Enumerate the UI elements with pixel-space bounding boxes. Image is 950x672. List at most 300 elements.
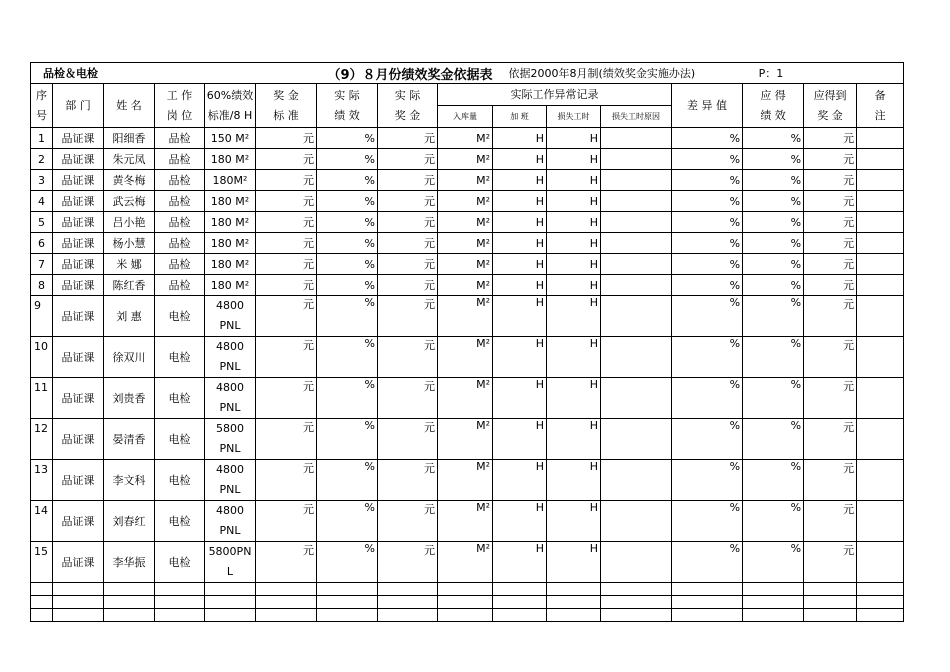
bonus-standard-cell[interactable]: 元 xyxy=(256,378,317,419)
bonus-standard-cell[interactable]: 元 xyxy=(256,212,317,233)
difference-cell[interactable]: % xyxy=(672,337,743,378)
empty-cell[interactable] xyxy=(104,583,155,596)
lost-hours-cell[interactable]: H xyxy=(547,296,601,337)
actual-performance-cell[interactable]: % xyxy=(317,542,378,583)
seq-cell: 8 xyxy=(31,275,53,296)
lost-reason-cell[interactable] xyxy=(601,149,672,170)
lost-hours-cell[interactable]: H xyxy=(547,419,601,460)
empty-cell[interactable] xyxy=(378,609,438,622)
standard-cell: 180 M² xyxy=(205,149,256,170)
empty-cell[interactable] xyxy=(205,583,256,596)
table-row xyxy=(31,128,904,149)
empty-cell[interactable] xyxy=(601,583,672,596)
empty-cell[interactable] xyxy=(672,583,743,596)
difference-cell[interactable]: % xyxy=(672,542,743,583)
actual-bonus-cell[interactable]: 元 xyxy=(378,191,438,212)
bonus-standard-cell[interactable]: 元 xyxy=(256,128,317,149)
actual-bonus-cell[interactable]: 元 xyxy=(378,170,438,191)
lost-hours-cell[interactable]: H xyxy=(547,378,601,419)
standard-cell: 180 M² xyxy=(205,275,256,296)
empty-cell[interactable] xyxy=(672,596,743,609)
actual-performance-cell[interactable]: % xyxy=(317,378,378,419)
post-cell: 品检 xyxy=(155,170,205,191)
dept-cell: 品证课 xyxy=(53,542,104,583)
seq-cell: 15 xyxy=(31,542,53,583)
bonus-standard-cell[interactable]: 元 xyxy=(256,542,317,583)
overtime-cell[interactable]: H xyxy=(493,501,547,542)
note-cell[interactable] xyxy=(857,128,904,149)
dept-cell: 品证课 xyxy=(53,254,104,275)
empty-cell[interactable] xyxy=(857,609,904,622)
note-cell[interactable] xyxy=(857,212,904,233)
difference-cell[interactable]: % xyxy=(672,128,743,149)
seq-cell: 2 xyxy=(31,149,53,170)
due-bonus-cell[interactable]: 元 xyxy=(804,149,857,170)
note-cell[interactable] xyxy=(857,460,904,501)
actual-bonus-cell[interactable]: 元 xyxy=(378,254,438,275)
actual-bonus-cell[interactable]: 元 xyxy=(378,337,438,378)
empty-cell[interactable] xyxy=(256,583,317,596)
empty-cell[interactable] xyxy=(547,596,601,609)
bonus-standard-cell[interactable]: 元 xyxy=(256,191,317,212)
col-sub-overtime: 加 班 xyxy=(493,106,547,128)
post-cell: 电检 xyxy=(155,419,205,460)
lost-reason-cell[interactable] xyxy=(601,233,672,254)
overtime-cell[interactable]: H xyxy=(493,378,547,419)
name-cell: 黄冬梅 xyxy=(104,170,155,191)
lost-hours-cell[interactable]: H xyxy=(547,233,601,254)
due-performance-cell[interactable]: % xyxy=(743,212,804,233)
actual-bonus-cell[interactable]: 元 xyxy=(378,275,438,296)
difference-cell[interactable]: % xyxy=(672,460,743,501)
empty-cell[interactable] xyxy=(804,596,857,609)
dept-cell: 品证课 xyxy=(53,378,104,419)
due-performance-cell[interactable]: % xyxy=(743,170,804,191)
post-cell: 电检 xyxy=(155,460,205,501)
inbound-cell[interactable]: M² xyxy=(438,191,493,212)
actual-bonus-cell[interactable]: 元 xyxy=(378,460,438,501)
overtime-cell[interactable]: H xyxy=(493,233,547,254)
actual-performance-cell[interactable]: % xyxy=(317,460,378,501)
overtime-cell[interactable]: H xyxy=(493,296,547,337)
lost-reason-cell[interactable] xyxy=(601,501,672,542)
note-cell[interactable] xyxy=(857,337,904,378)
col-standard: 60%绩效 标准/8 H xyxy=(205,84,256,128)
due-bonus-cell[interactable]: 元 xyxy=(804,501,857,542)
seq-cell: 14 xyxy=(31,501,53,542)
difference-cell[interactable]: % xyxy=(672,378,743,419)
standard-cell: 5800 PNL xyxy=(205,419,256,460)
bonus-standard-cell[interactable]: 元 xyxy=(256,501,317,542)
col-sub-inbound: 入库量 xyxy=(438,106,493,128)
lost-hours-cell[interactable]: H xyxy=(547,212,601,233)
bonus-standard-cell[interactable]: 元 xyxy=(256,419,317,460)
due-performance-cell[interactable]: % xyxy=(743,542,804,583)
col-abnormal-record: 实际工作异常记录 xyxy=(438,84,672,106)
standard-cell: 5800PN L xyxy=(205,542,256,583)
overtime-cell[interactable]: H xyxy=(493,275,547,296)
note-cell[interactable] xyxy=(857,275,904,296)
dept-cell: 品证课 xyxy=(53,337,104,378)
inbound-cell[interactable]: M² xyxy=(438,337,493,378)
empty-cell[interactable] xyxy=(743,583,804,596)
dept-cell: 品证课 xyxy=(53,419,104,460)
lost-hours-cell[interactable]: H xyxy=(547,149,601,170)
inbound-cell[interactable]: M² xyxy=(438,542,493,583)
dept-cell: 品证课 xyxy=(53,128,104,149)
post-cell: 电检 xyxy=(155,296,205,337)
lost-reason-cell[interactable] xyxy=(601,275,672,296)
lost-reason-cell[interactable] xyxy=(601,191,672,212)
empty-cell[interactable] xyxy=(155,583,205,596)
empty-cell[interactable] xyxy=(672,609,743,622)
empty-cell[interactable] xyxy=(256,596,317,609)
table-row xyxy=(31,254,904,275)
actual-performance-cell[interactable]: % xyxy=(317,128,378,149)
empty-row xyxy=(31,596,904,609)
dept-cell: 品证课 xyxy=(53,296,104,337)
lost-hours-cell[interactable]: H xyxy=(547,542,601,583)
empty-cell[interactable] xyxy=(547,609,601,622)
due-performance-cell[interactable]: % xyxy=(743,233,804,254)
dept-cell: 品证课 xyxy=(53,501,104,542)
lost-hours-cell[interactable]: H xyxy=(547,460,601,501)
name-cell: 米 娜 xyxy=(104,254,155,275)
col-actual-performance: 实 际 绩 效 xyxy=(317,84,378,128)
due-bonus-cell[interactable]: 元 xyxy=(804,212,857,233)
col-difference: 差 异 值 xyxy=(672,84,743,128)
note-cell[interactable] xyxy=(857,501,904,542)
name-cell: 阳细香 xyxy=(104,128,155,149)
table-row xyxy=(31,296,904,337)
name-cell: 刘贵香 xyxy=(104,378,155,419)
actual-bonus-cell[interactable]: 元 xyxy=(378,419,438,460)
difference-cell[interactable]: % xyxy=(672,254,743,275)
sheet-title: （9）８月份绩效奖金依据表 xyxy=(205,63,493,84)
col-actual-bonus: 实 际 奖 金 xyxy=(378,84,438,128)
actual-performance-cell[interactable]: % xyxy=(317,419,378,460)
difference-cell[interactable]: % xyxy=(672,191,743,212)
empty-cell[interactable] xyxy=(31,596,53,609)
empty-cell[interactable] xyxy=(53,596,104,609)
empty-cell[interactable] xyxy=(378,583,438,596)
due-performance-cell[interactable]: % xyxy=(743,296,804,337)
lost-reason-cell[interactable] xyxy=(601,296,672,337)
lost-reason-cell[interactable] xyxy=(601,419,672,460)
empty-cell[interactable] xyxy=(31,609,53,622)
due-performance-cell[interactable]: % xyxy=(743,337,804,378)
lost-reason-cell[interactable] xyxy=(601,128,672,149)
actual-bonus-cell[interactable]: 元 xyxy=(378,212,438,233)
bonus-standard-cell[interactable]: 元 xyxy=(256,149,317,170)
lost-hours-cell[interactable]: H xyxy=(547,337,601,378)
overtime-cell[interactable]: H xyxy=(493,254,547,275)
actual-performance-cell[interactable]: % xyxy=(317,501,378,542)
lost-hours-cell[interactable]: H xyxy=(547,275,601,296)
bonus-standard-cell[interactable]: 元 xyxy=(256,233,317,254)
standard-cell: 4800 PNL xyxy=(205,378,256,419)
due-performance-cell[interactable]: % xyxy=(743,275,804,296)
post-cell: 品检 xyxy=(155,254,205,275)
dept-cell: 品证课 xyxy=(53,275,104,296)
lost-reason-cell[interactable] xyxy=(601,460,672,501)
empty-cell[interactable] xyxy=(493,583,547,596)
name-cell: 刘 惠 xyxy=(104,296,155,337)
empty-row xyxy=(31,583,904,596)
seq-cell: 5 xyxy=(31,212,53,233)
section-label: 品检＆电检 xyxy=(31,63,205,84)
due-bonus-cell[interactable]: 元 xyxy=(804,460,857,501)
empty-cell[interactable] xyxy=(31,583,53,596)
note-cell[interactable] xyxy=(857,542,904,583)
col-sub-lost-hours: 损失工时 xyxy=(547,106,601,128)
empty-cell[interactable] xyxy=(438,596,493,609)
note-cell[interactable] xyxy=(857,149,904,170)
note-cell[interactable] xyxy=(857,170,904,191)
lost-reason-cell[interactable] xyxy=(601,378,672,419)
actual-bonus-cell[interactable]: 元 xyxy=(378,128,438,149)
due-bonus-cell[interactable]: 元 xyxy=(804,254,857,275)
difference-cell[interactable]: % xyxy=(672,149,743,170)
standard-cell: 180M² xyxy=(205,170,256,191)
empty-cell[interactable] xyxy=(743,596,804,609)
dept-cell: 品证课 xyxy=(53,233,104,254)
standard-cell: 4800 PNL xyxy=(205,501,256,542)
due-bonus-cell[interactable]: 元 xyxy=(804,128,857,149)
lost-reason-cell[interactable] xyxy=(601,254,672,275)
post-cell: 品检 xyxy=(155,275,205,296)
bonus-standard-cell[interactable]: 元 xyxy=(256,170,317,191)
seq-cell: 10 xyxy=(31,337,53,378)
actual-performance-cell[interactable]: % xyxy=(317,296,378,337)
seq-cell: 1 xyxy=(31,128,53,149)
actual-performance-cell[interactable]: % xyxy=(317,149,378,170)
due-performance-cell[interactable]: % xyxy=(743,460,804,501)
empty-cell[interactable] xyxy=(493,596,547,609)
due-bonus-cell[interactable]: 元 xyxy=(804,233,857,254)
difference-cell[interactable]: % xyxy=(672,419,743,460)
seq-cell: 12 xyxy=(31,419,53,460)
lost-hours-cell[interactable]: H xyxy=(547,170,601,191)
note-cell[interactable] xyxy=(857,191,904,212)
col-due-bonus: 应得到 奖 金 xyxy=(804,84,857,128)
due-bonus-cell[interactable]: 元 xyxy=(804,419,857,460)
post-cell: 品检 xyxy=(155,128,205,149)
basis-note: 依据2000年8月制(绩效奖金实施办法) xyxy=(493,63,743,84)
due-performance-cell[interactable]: % xyxy=(743,419,804,460)
actual-bonus-cell[interactable]: 元 xyxy=(378,501,438,542)
name-cell: 徐双川 xyxy=(104,337,155,378)
empty-cell[interactable] xyxy=(155,609,205,622)
empty-cell[interactable] xyxy=(547,583,601,596)
overtime-cell[interactable]: H xyxy=(493,460,547,501)
standard-cell: 180 M² xyxy=(205,233,256,254)
note-cell[interactable] xyxy=(857,254,904,275)
due-bonus-cell[interactable]: 元 xyxy=(804,170,857,191)
inbound-cell[interactable]: M² xyxy=(438,501,493,542)
difference-cell[interactable]: % xyxy=(672,275,743,296)
lost-reason-cell[interactable] xyxy=(601,212,672,233)
overtime-cell[interactable]: H xyxy=(493,419,547,460)
note-cell[interactable] xyxy=(857,296,904,337)
inbound-cell[interactable]: M² xyxy=(438,275,493,296)
bonus-standard-cell[interactable]: 元 xyxy=(256,460,317,501)
name-cell: 朱元凤 xyxy=(104,149,155,170)
seq-cell: 7 xyxy=(31,254,53,275)
post-cell: 电检 xyxy=(155,378,205,419)
empty-row xyxy=(31,609,904,622)
bonus-standard-cell[interactable]: 元 xyxy=(256,296,317,337)
lost-hours-cell[interactable]: H xyxy=(547,191,601,212)
empty-cell[interactable] xyxy=(317,583,378,596)
empty-cell[interactable] xyxy=(104,609,155,622)
due-performance-cell[interactable]: % xyxy=(743,128,804,149)
actual-bonus-cell[interactable]: 元 xyxy=(378,542,438,583)
post-cell: 品检 xyxy=(155,149,205,170)
note-cell[interactable] xyxy=(857,233,904,254)
overtime-cell[interactable]: H xyxy=(493,170,547,191)
actual-performance-cell[interactable]: % xyxy=(317,254,378,275)
inbound-cell[interactable]: M² xyxy=(438,233,493,254)
col-seq: 序 号 xyxy=(31,84,53,128)
post-cell: 电检 xyxy=(155,501,205,542)
name-cell: 武云梅 xyxy=(104,191,155,212)
difference-cell[interactable]: % xyxy=(672,233,743,254)
overtime-cell[interactable]: H xyxy=(493,542,547,583)
lost-hours-cell[interactable]: H xyxy=(547,254,601,275)
col-bonus-standard: 奖 金 标 准 xyxy=(256,84,317,128)
overtime-cell[interactable]: H xyxy=(493,212,547,233)
lost-reason-cell[interactable] xyxy=(601,170,672,191)
actual-performance-cell[interactable]: % xyxy=(317,212,378,233)
actual-performance-cell[interactable]: % xyxy=(317,337,378,378)
empty-cell[interactable] xyxy=(53,583,104,596)
actual-bonus-cell[interactable]: 元 xyxy=(378,378,438,419)
inbound-cell[interactable]: M² xyxy=(438,212,493,233)
empty-cell[interactable] xyxy=(205,609,256,622)
table-row xyxy=(31,275,904,296)
difference-cell[interactable]: % xyxy=(672,170,743,191)
col-sub-lost-reason: 损失工时原因 xyxy=(601,106,672,128)
name-cell: 吕小艳 xyxy=(104,212,155,233)
actual-bonus-cell[interactable]: 元 xyxy=(378,149,438,170)
empty-cell[interactable] xyxy=(317,609,378,622)
inbound-cell[interactable]: M² xyxy=(438,378,493,419)
post-cell: 品检 xyxy=(155,233,205,254)
bonus-basis-table xyxy=(30,62,904,622)
inbound-cell[interactable]: M² xyxy=(438,149,493,170)
difference-cell[interactable]: % xyxy=(672,212,743,233)
col-name: 姓 名 xyxy=(104,84,155,128)
lost-reason-cell[interactable] xyxy=(601,542,672,583)
dept-cell: 品证课 xyxy=(53,149,104,170)
col-note: 备 注 xyxy=(857,84,904,128)
empty-cell[interactable] xyxy=(438,583,493,596)
actual-bonus-cell[interactable]: 元 xyxy=(378,296,438,337)
empty-cell[interactable] xyxy=(53,609,104,622)
seq-cell: 11 xyxy=(31,378,53,419)
standard-cell: 4800 PNL xyxy=(205,460,256,501)
bonus-standard-cell[interactable]: 元 xyxy=(256,275,317,296)
bonus-standard-cell[interactable]: 元 xyxy=(256,254,317,275)
due-bonus-cell[interactable]: 元 xyxy=(804,337,857,378)
actual-performance-cell[interactable]: % xyxy=(317,170,378,191)
due-bonus-cell[interactable]: 元 xyxy=(804,378,857,419)
col-due-performance: 应 得 绩 效 xyxy=(743,84,804,128)
empty-cell[interactable] xyxy=(601,609,672,622)
empty-cell[interactable] xyxy=(155,596,205,609)
note-cell[interactable] xyxy=(857,378,904,419)
due-performance-cell[interactable]: % xyxy=(743,501,804,542)
empty-cell[interactable] xyxy=(438,609,493,622)
table-row xyxy=(31,337,904,378)
inbound-cell[interactable]: M² xyxy=(438,128,493,149)
seq-cell: 4 xyxy=(31,191,53,212)
actual-performance-cell[interactable]: % xyxy=(317,191,378,212)
note-cell[interactable] xyxy=(857,419,904,460)
empty-cell[interactable] xyxy=(743,609,804,622)
empty-cell[interactable] xyxy=(256,609,317,622)
due-performance-cell[interactable]: % xyxy=(743,254,804,275)
due-bonus-cell[interactable]: 元 xyxy=(804,191,857,212)
empty-cell[interactable] xyxy=(804,583,857,596)
difference-cell[interactable]: % xyxy=(672,296,743,337)
overtime-cell[interactable]: H xyxy=(493,128,547,149)
overtime-cell[interactable]: H xyxy=(493,337,547,378)
table-row xyxy=(31,501,904,542)
post-cell: 品检 xyxy=(155,212,205,233)
inbound-cell[interactable]: M² xyxy=(438,254,493,275)
empty-cell[interactable] xyxy=(857,583,904,596)
due-bonus-cell[interactable]: 元 xyxy=(804,296,857,337)
due-performance-cell[interactable]: % xyxy=(743,191,804,212)
due-performance-cell[interactable]: % xyxy=(743,378,804,419)
post-cell: 电检 xyxy=(155,542,205,583)
empty-cell[interactable] xyxy=(104,596,155,609)
difference-cell[interactable]: % xyxy=(672,501,743,542)
lost-hours-cell[interactable]: H xyxy=(547,501,601,542)
empty-cell[interactable] xyxy=(378,596,438,609)
table-row xyxy=(31,212,904,233)
inbound-cell[interactable]: M² xyxy=(438,170,493,191)
overtime-cell[interactable]: H xyxy=(493,191,547,212)
name-cell: 李文科 xyxy=(104,460,155,501)
empty-cell[interactable] xyxy=(601,596,672,609)
name-cell: 杨小慧 xyxy=(104,233,155,254)
empty-cell[interactable] xyxy=(493,609,547,622)
lost-reason-cell[interactable] xyxy=(601,337,672,378)
empty-cell[interactable] xyxy=(205,596,256,609)
due-bonus-cell[interactable]: 元 xyxy=(804,542,857,583)
inbound-cell[interactable]: M² xyxy=(438,296,493,337)
actual-bonus-cell[interactable]: 元 xyxy=(378,233,438,254)
table-row xyxy=(31,191,904,212)
empty-cell[interactable] xyxy=(857,596,904,609)
due-bonus-cell[interactable]: 元 xyxy=(804,275,857,296)
inbound-cell[interactable]: M² xyxy=(438,419,493,460)
name-cell: 陈红香 xyxy=(104,275,155,296)
actual-performance-cell[interactable]: % xyxy=(317,275,378,296)
empty-cell[interactable] xyxy=(804,609,857,622)
actual-performance-cell[interactable]: % xyxy=(317,233,378,254)
inbound-cell[interactable]: M² xyxy=(438,460,493,501)
lost-hours-cell[interactable]: H xyxy=(547,128,601,149)
due-performance-cell[interactable]: % xyxy=(743,149,804,170)
overtime-cell[interactable]: H xyxy=(493,149,547,170)
empty-cell[interactable] xyxy=(317,596,378,609)
bonus-standard-cell[interactable]: 元 xyxy=(256,337,317,378)
standard-cell: 150 M² xyxy=(205,128,256,149)
